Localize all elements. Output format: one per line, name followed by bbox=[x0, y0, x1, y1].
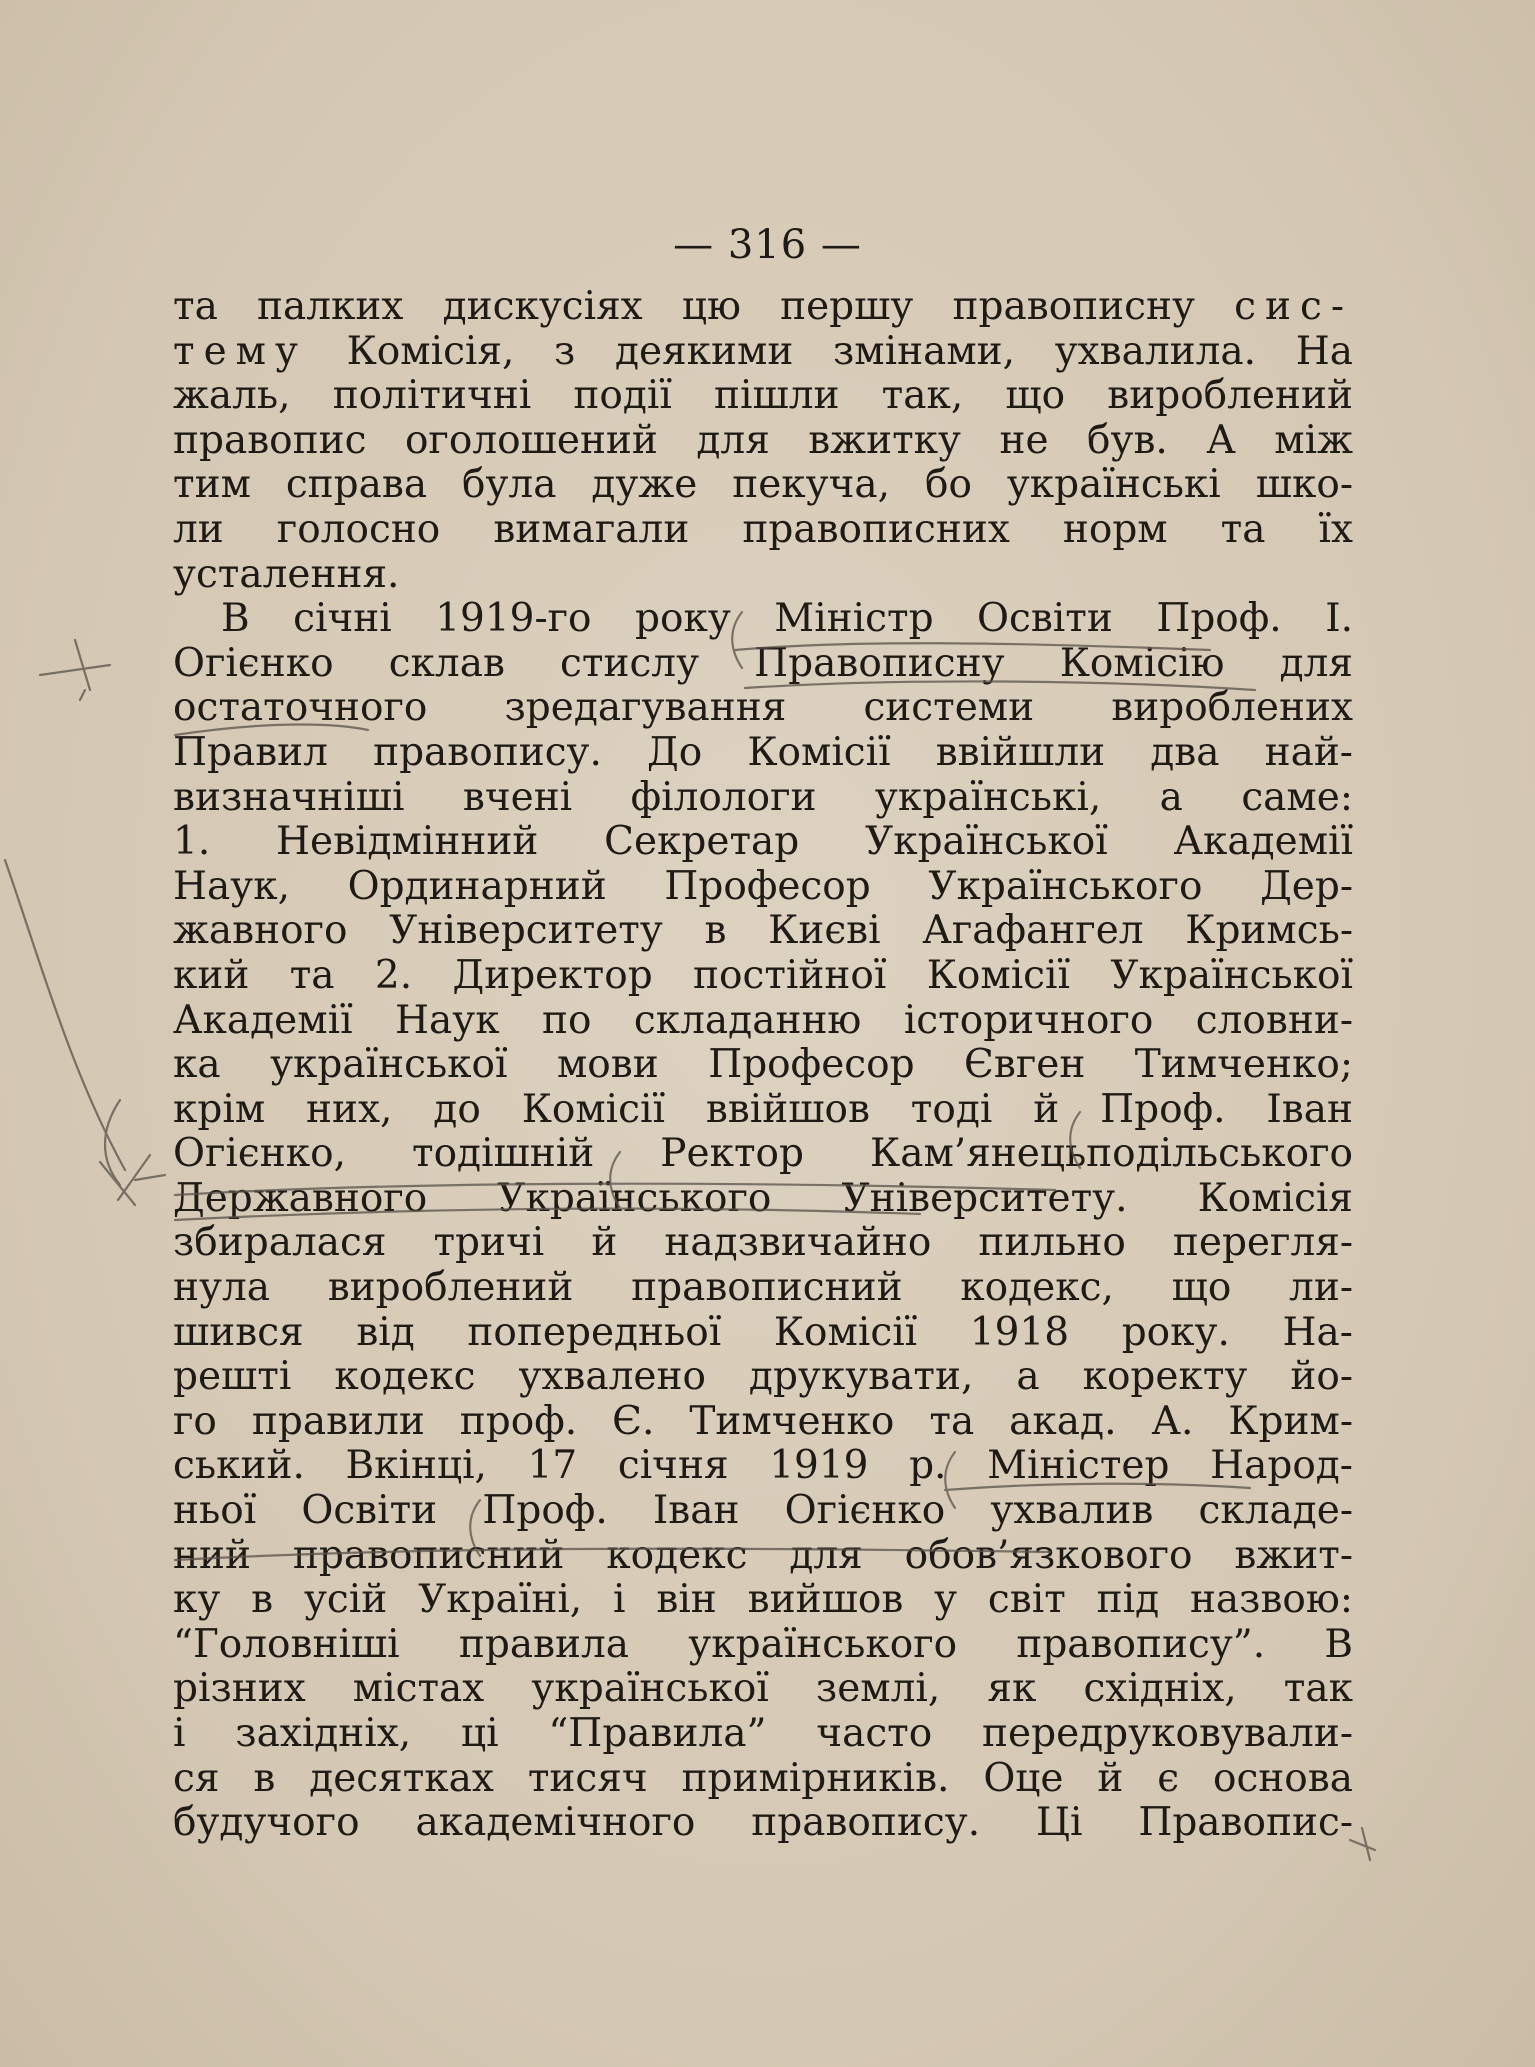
text-line bbox=[173, 597, 1353, 642]
text-line-part: Правил правопису. До Комісії ввійшли два най- bbox=[173, 729, 1353, 775]
margin-line-left bbox=[5, 860, 125, 1170]
text-line-part: 1. Невідмінний Секретар Української Академії bbox=[173, 819, 1353, 865]
text-line-part: тим справа була дуже пекуча, бо українські шко- bbox=[173, 462, 1353, 508]
text-line-part: сис- bbox=[1234, 284, 1353, 329]
text-line bbox=[173, 1266, 1353, 1311]
page-number: — 316 — bbox=[673, 222, 862, 268]
text-line bbox=[173, 1355, 1353, 1400]
text-line-part: жавного Університету в Києві Агафангел Кримсь- bbox=[173, 908, 1353, 954]
text-line bbox=[173, 731, 1353, 776]
text-line-part: визначніші вчені філологи українські, а саме: bbox=[173, 774, 1353, 820]
margin-mark-right bbox=[1350, 1828, 1375, 1860]
text-line-part: крім них, до Комісії ввійшов тоді й Проф. Іван bbox=[173, 1086, 1353, 1132]
text-line bbox=[173, 909, 1353, 954]
text-line bbox=[173, 374, 1353, 419]
text-line bbox=[173, 1132, 1353, 1177]
text-line-part: ли голосно вимагали правописних норм та їх bbox=[173, 506, 1353, 552]
text-line bbox=[173, 1489, 1353, 1534]
text-line-part: різних містах української землі, як східніх, так bbox=[173, 1666, 1353, 1712]
text-line-part: жаль, політичні події пішли так, що вироблений bbox=[173, 373, 1353, 419]
text-line bbox=[173, 1578, 1353, 1623]
text-line bbox=[173, 1177, 1353, 1222]
text-line bbox=[173, 820, 1353, 865]
text-line bbox=[173, 954, 1353, 999]
text-line-part: ський. Вкінці, 17 січня 1919 р. Міністер Народ- bbox=[173, 1443, 1353, 1489]
text-line-part: і західніх, ці “Правила” часто передруковували- bbox=[173, 1711, 1353, 1756]
text-line-part: усталення. bbox=[173, 551, 400, 597]
text-line-part: ка української мови Професор Євген Тимченко; bbox=[173, 1042, 1353, 1088]
text-line bbox=[173, 1444, 1353, 1489]
text-line bbox=[173, 1088, 1353, 1133]
text-line bbox=[173, 1801, 1353, 1846]
text-line bbox=[173, 1400, 1353, 1445]
text-line bbox=[173, 508, 1353, 553]
text-line bbox=[173, 776, 1353, 821]
text-line-part: Огієнко, тодішній Ректор Кам’янецьподільського bbox=[173, 1131, 1353, 1177]
text-line bbox=[173, 865, 1353, 910]
text-line-part: Наук, Ординарний Професор Українського Дер- bbox=[173, 863, 1353, 909]
text-line bbox=[173, 686, 1353, 731]
text-line-part: остаточного зредагування системи вироблених bbox=[173, 685, 1353, 731]
text-line-part: нула вироблений правописний кодекс, що ли- bbox=[173, 1265, 1353, 1311]
text-line bbox=[173, 642, 1353, 687]
text-line bbox=[173, 1534, 1353, 1579]
text-line-part: го правили проф. Є. Тимченко та акад. А. Крим- bbox=[173, 1398, 1353, 1444]
text-line bbox=[173, 553, 1353, 598]
text-line bbox=[173, 1667, 1353, 1712]
text-line-part: Комісія, з деякими змінами, ухвалила. На bbox=[306, 328, 1353, 374]
text-line-part: Державного Українського Університету. Комісія bbox=[173, 1175, 1353, 1221]
text-line bbox=[173, 463, 1353, 508]
text-line bbox=[173, 330, 1353, 375]
margin-bracket-left bbox=[105, 1100, 120, 1185]
text-line-part: ньої Освіти Проф. Іван Огієнко ухвалив складе- bbox=[173, 1488, 1353, 1534]
body-text bbox=[173, 285, 1353, 1846]
text-line bbox=[173, 285, 1353, 330]
text-line bbox=[173, 419, 1353, 464]
text-line-part: “Головніші правила українського правопису”. В bbox=[173, 1621, 1353, 1667]
text-line bbox=[173, 1043, 1353, 1088]
text-line-part: правопис оголошений для вжитку не був. А між bbox=[173, 417, 1353, 463]
text-line bbox=[173, 999, 1353, 1044]
text-line-part: шився від попередньої Комісії 1918 року. На- bbox=[173, 1309, 1353, 1355]
text-line-part: ку в усій Україні, і він вийшов у світ під назвою: bbox=[173, 1577, 1353, 1623]
text-line-part: В січні 1919-го року Міністр Освіти Проф. І. bbox=[221, 596, 1353, 642]
text-line-part: збиралася тричі й надзвичайно пильно перегля- bbox=[173, 1220, 1353, 1266]
text-line-part: будучого академічного правопису. Ці Правопис- bbox=[173, 1800, 1353, 1846]
text-line-part: ний правописний кодекс для обов’язкового вжит- bbox=[173, 1532, 1353, 1578]
text-line-part: ся в десятках тисяч примірників. Оце й є основа bbox=[173, 1755, 1353, 1801]
text-line bbox=[173, 1712, 1353, 1757]
text-line-part: решті кодекс ухвалено друкувати, а коректу йо- bbox=[173, 1354, 1353, 1400]
text-line bbox=[173, 1311, 1353, 1356]
margin-mark-top bbox=[40, 640, 110, 700]
text-line-part: тему bbox=[173, 328, 307, 374]
text-line bbox=[173, 1221, 1353, 1266]
text-line-part: Академії Наук по складанню історичного словни- bbox=[173, 997, 1353, 1043]
text-line-part: та палких дискусіях цю першу правописну bbox=[173, 284, 1235, 329]
text-line-part: Огієнко склав стислу Правописну Комісію для bbox=[173, 640, 1353, 686]
text-line-part: кий та 2. Директор постійної Комісії Української bbox=[173, 952, 1353, 998]
text-line bbox=[173, 1757, 1353, 1802]
margin-mark-mid bbox=[100, 1155, 165, 1205]
text-line bbox=[173, 1623, 1353, 1668]
